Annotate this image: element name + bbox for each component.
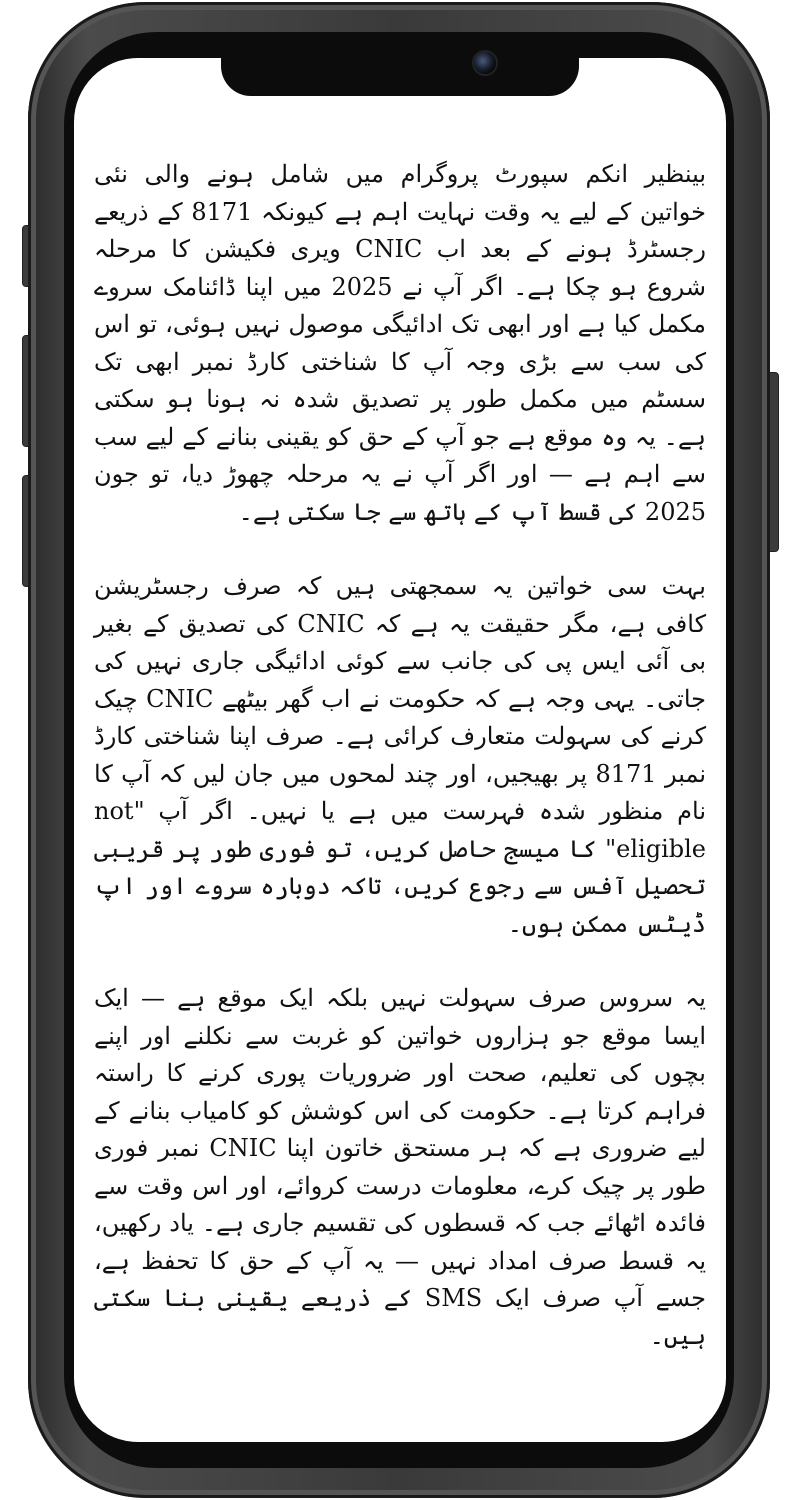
paragraph-3: یہ سروس صرف سہولت نہیں بلکہ ایک موقع ہے — ایک ایسا موقع جو ہزاروں خواتین کو غربت سے نکلنے اور اپنے بچوں کی تعلیم، صحت اور ضروریات پوری کرنے کا راستہ فراہم کرتا ہے۔ حکومت کی اس کوشش کو کامیاب بنانے کے لیے ضروری ہے کہ ہر مستحق خاتون اپنا CNIC نمبر فوری طور پر چیک کرے، معلومات درست کروائے، اور اس وقت سے فائدہ اٹھائے جب کہ قسطوں کی تقسیم جاری ہے۔ یاد رکھیں، یہ قسط صرف امداد نہیں — یہ آپ کے حق کا تحفظ ہے، جسے آپ صرف ایک SMS کے ذریعے یقینی بنا سکتی ہیں۔: [94, 984, 707, 1350]
paragraph-2: بہت سی خواتین یہ سمجھتی ہیں کہ صرف رجسٹریشن کافی ہے، مگر حقیقت یہ ہے کہ CNIC کی تصدیق کے بغیر بی آئی ایس پی کی جانب سے کوئی ادائیگی جاری نہیں کی جاتی۔ یہی وجہ ہے کہ حکومت نے اب گھر بیٹھے CNIC چیک کرنے کی سہولت متعارف کرائی ہے۔ صرف اپنا شناختی کارڈ نمبر 8171 پر بھیجیں، اور چند لمحوں میں جان لیں کہ آپ کا نام منظور شدہ فہرست میں ہے یا نہیں۔ اگر آپ "not eligible" کا میسج حاصل کریں، تو فوری طور پر قریبی تحصیل آفس سے رجوع کریں، تاکہ دوبارہ سروے اور اپ ڈیٹس ممکن ہوں۔: [94, 572, 707, 938]
notch: [221, 58, 579, 96]
phone-screen[interactable]: [74, 58, 726, 1442]
article-body: [74, 156, 726, 1355]
paragraph-1: بینظیر انکم سپورٹ پروگرام میں شامل ہونے والی نئی خواتین کے لیے یہ وقت نہایت اہم ہے کیونکہ 8171 کے ذریعے رجسٹرڈ ہونے کے بعد اب CNIC ویری فکیشن کا مرحلہ شروع ہو چکا ہے۔ اگر آپ نے 2025 میں اپنا ڈائنامک سروے مکمل کیا ہے اور ابھی تک ادائیگی موصول نہیں ہوئی، تو اس کی سب سے بڑی وجہ آپ کا شناختی کارڈ نمبر ابھی تک سسٹم میں مکمل طور پر تصدیق شدہ نہ ہونا ہو سکتی ہے۔ یہ وہ موقع ہے جو آپ کے حق کو یقینی بنانے کے لیے سب سے اہم ہے — اور اگر آپ نے یہ مرحلہ چھوڑ دیا، تو جون 2025 کی قسط آپ کے ہاتھ سے جا سکتی ہے۔: [94, 160, 707, 526]
camera-icon: [472, 50, 498, 76]
